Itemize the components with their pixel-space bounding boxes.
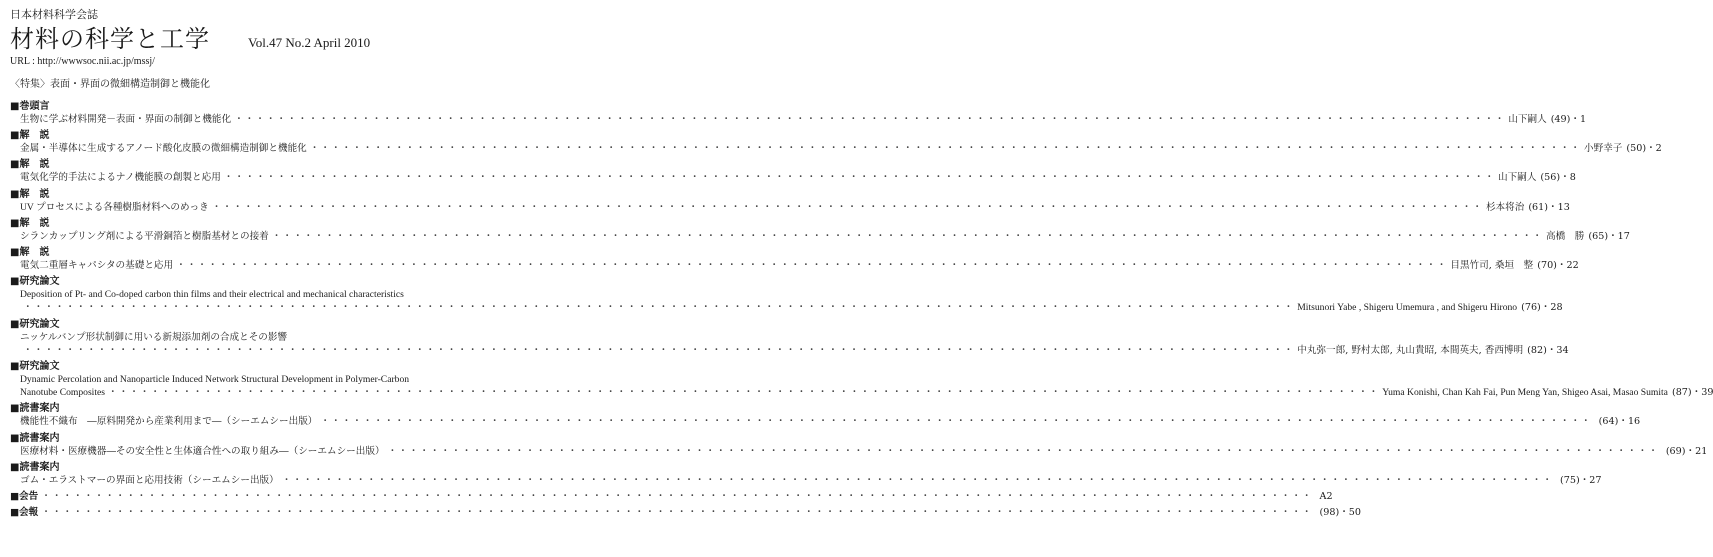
section-heading: ■解 説 xyxy=(10,247,50,259)
toc-section xyxy=(10,490,1333,503)
toc-section xyxy=(10,318,1569,357)
toc-entry[interactable] xyxy=(10,301,1563,314)
section-heading: ■解 説 xyxy=(10,217,50,229)
leader-dots: ・・・・・・・・・・・・・・・・・・・・・・・・・・・・・・・・・・・・・・・・・・・・・・・・・・・・・・・・・・・・・・・・・・・・・・・・・・・・・・・・・・・・・・・・・・・・・・・・・・・・・・・・・・・・・・・・・・・・・・・・ xyxy=(387,445,1659,457)
toc-entry[interactable] xyxy=(10,113,1587,126)
toc-entry[interactable] xyxy=(10,474,1602,487)
leader-dots: ・・・・・・・・・・・・・・・・・・・・・・・・・・・・・・・・・・・・・・・・・・・・・・・・・・・・・・・・・・・・・・・・・・・・・・・・・・・・・・・・・・・・・・・・・・・・・・・・・・・・・・・・・・・・・・・・・・・・・・・・ xyxy=(271,230,1544,242)
entry-title: 金属・半導体に生成するアノード酸化皮膜の微細構造制御と機能化 xyxy=(20,143,307,155)
section-heading: ■解 説 xyxy=(10,159,50,171)
entry-title: 電気二重層キャパシタの基礎と応用 xyxy=(20,260,174,272)
entry-page: (75)・27 xyxy=(1560,474,1602,486)
entry-title: 医療材料・医療機器―その安全性と生体適合性への取り組み―（シーエムシー出版） xyxy=(20,445,385,457)
journal-title: 材料の科学と工学 xyxy=(10,25,210,53)
entry-page: (82)・34 xyxy=(1527,344,1569,356)
leader-dots: ・・・・・・・・・・・・・・・・・・・・・・・・・・・・・・・・・・・・・・・・・・・・・・・・・・・・・・・・・・・・・・・・・・・・・・・・・・・・・・・・・・・・・・・・・・・・・・・・・・・・・・・・・・・・・・・・・・・・・・・・ xyxy=(41,491,1313,503)
entry-author: 杉本将治 xyxy=(1485,201,1525,213)
toc-section xyxy=(10,402,1641,428)
entry-author: Mitsunori Yabe , Shigeru Umemura , and Shigeru Hirono xyxy=(1297,302,1518,314)
entry-page: (65)・17 xyxy=(1588,230,1630,242)
volume-issue: Vol.47 No.2 April 2010 xyxy=(248,35,371,50)
toc-entry[interactable] xyxy=(10,506,1362,519)
section-heading: ■研究論文 xyxy=(10,361,60,373)
entry-page: (87)・39 xyxy=(1671,387,1713,399)
toc-entry[interactable] xyxy=(10,142,1662,155)
toc-entry[interactable] xyxy=(10,415,1641,428)
section-heading: ■研究論文 xyxy=(10,276,60,288)
journal-url[interactable]: URL : http://wwwsoc.nii.ac.jp/mssj/ xyxy=(10,56,155,67)
entry-author: 山下嗣人 xyxy=(1498,172,1537,184)
leader-dots: ・・・・・・・・・・・・・・・・・・・・・・・・・・・・・・・・・・・・・・・・・・・・・・・・・・・・・・・・・・・・・・・・・・・・・・・・・・・・・・・・・・・・・・・・・・・・・・・・・・・・・・・・・・・・・・・・・・・・・・・・ xyxy=(281,474,1553,486)
leader-dots: ・・・・・・・・・・・・・・・・・・・・・・・・・・・・・・・・・・・・・・・・・・・・・・・・・・・・・・・・・・・・・・・・・・・・・・・・・・・・・・・・・・・・・・・・・・・・・・・・・・・・・・・・・・・・・・・・・・・・・・・・ xyxy=(234,114,1506,125)
entry-page: (98)・50 xyxy=(1319,507,1362,519)
toc-section xyxy=(10,129,1662,155)
leader-dots: ・・・・・・・・・・・・・・・・・・・・・・・・・・・・・・・・・・・・・・・・・・・・・・・・・・・・・・・・・・・・・・・・・・・・・・・・・・・・・・・・・・・・・・・・・・・・・・・・・・・・・・・・・・・・・・・・・・・・・・・・ xyxy=(211,201,1483,213)
leader-dots: ・・・・・・・・・・・・・・・・・・・・・・・・・・・・・・・・・・・・・・・・・・・・・・・・・・・・・・・・・・・・・・・・・・・・・・・・・・・・・・・・・・・・・・・・・・・・・・・・・・・・・・・・・・・・・・・・・・・・・・・・ xyxy=(23,344,1295,356)
entry-author: 中丸弥一郎, 野村太郎, 丸山貴昭, 本間英夫, 香西博明 xyxy=(1297,344,1524,356)
toc-entry[interactable] xyxy=(10,230,1630,243)
section-heading: ■解 説 xyxy=(10,188,50,200)
entry-author: 小野幸子 xyxy=(1584,143,1623,155)
entry-title: 電気化学的手法によるナノ機能膜の創製と応用 xyxy=(20,172,221,184)
leader-dots: ・・・・・・・・・・・・・・・・・・・・・・・・・・・・・・・・・・・・・・・・・・・・・・・・・・・・・・・・・・・・・・・・・・・・・・・・・・・・・・・・・・・・・・・・・・・・・・・・・・・・・・・・・・・・・・・・・・・・・・・・ xyxy=(23,302,1295,314)
toc-entry[interactable] xyxy=(10,171,1576,184)
toc-entry[interactable] xyxy=(10,445,1708,458)
society-name: 日本材料科学会誌 xyxy=(10,8,98,21)
leader-dots: ・・・・・・・・・・・・・・・・・・・・・・・・・・・・・・・・・・・・・・・・・・・・・・・・・・・・・・・・・・・・・・・・・・・・・・・・・・・・・・・・・・・・・・・・・・・・・・・・・・・・・・・・・・・・・・・・・・・・・・・・ xyxy=(309,143,1582,155)
entry-author: Yuma Konishi, Chan Kah Fai, Pun Meng Yan, Shigeo Asai, Masao Sumita xyxy=(1382,387,1668,399)
entry-page: (70)・22 xyxy=(1537,260,1579,272)
entry-page: A2 xyxy=(1319,491,1333,503)
toc-section xyxy=(10,360,1713,399)
entry-page: (64)・16 xyxy=(1598,416,1641,428)
leader-dots: ・・・・・・・・・・・・・・・・・・・・・・・・・・・・・・・・・・・・・・・・・・・・・・・・・・・・・・・・・・・・・・・・・・・・・・・・・・・・・・・・・・・・・・・・・・・・・・・・・・・・・・・・・・・・・・・・・・・・・・・・ xyxy=(223,172,1496,184)
toc-entry[interactable] xyxy=(10,386,1713,399)
entry-title: 機能性不織布 ―原料開発から産業利用まで―（シーエムシー出版） xyxy=(20,416,318,428)
entry-author: 山下嗣人 xyxy=(1508,114,1547,125)
entry-page: (50)・2 xyxy=(1626,143,1662,155)
section-heading: ■解 説 xyxy=(10,130,50,142)
toc-entry[interactable] xyxy=(10,490,1333,503)
entry-author: 高橋 勝 xyxy=(1546,230,1585,242)
entry-title: UV プロセスによる各種樹脂材料へのめっき xyxy=(20,201,209,213)
toc-entry[interactable] xyxy=(10,344,1569,357)
table-of-contents xyxy=(10,100,1713,519)
toc-section xyxy=(10,158,1576,184)
section-heading: ■巻頭言 xyxy=(10,101,50,112)
entry-page: (61)・13 xyxy=(1528,201,1570,213)
section-heading: ■読書案内 xyxy=(10,403,60,415)
section-heading: ■読書案内 xyxy=(10,432,60,444)
toc-section xyxy=(10,246,1579,272)
entry-title-line[interactable]: Dynamic Percolation and Nanoparticle Induced Network Structural Development in Polymer-Carbon xyxy=(20,374,410,386)
toc-section xyxy=(10,432,1708,458)
toc-section xyxy=(10,461,1602,487)
leader-dots: ・・・・・・・・・・・・・・・・・・・・・・・・・・・・・・・・・・・・・・・・・・・・・・・・・・・・・・・・・・・・・・・・・・・・・・・・・・・・・・・・・・・・・・・・・・・・・・・・・・・・・・・・・・・・・・・・・・・・・・・・ xyxy=(108,387,1380,399)
entry-page: (56)・8 xyxy=(1540,172,1576,184)
entry-title-line[interactable]: Deposition of Pt- and Co-doped carbon thin films and their electrical and mechanical characteristics xyxy=(20,289,404,301)
toc-entry[interactable] xyxy=(10,259,1579,272)
special-issue-title: 〈特集〉表面・界面の微細構造制御と機能化 xyxy=(10,79,210,90)
entry-title: ■会告 xyxy=(10,491,39,503)
masthead xyxy=(10,24,515,54)
toc-section xyxy=(10,188,1570,214)
entry-title-line[interactable]: ニッケルバンプ形状制御に用いる新規添加剤の合成とその影響 xyxy=(20,331,288,343)
entry-title: 生物に学ぶ材料開発－表面・界面の制御と機能化 xyxy=(20,114,232,125)
toc-entry[interactable] xyxy=(10,201,1570,214)
entry-page: (76)・28 xyxy=(1521,302,1563,314)
entry-page: (69)・21 xyxy=(1665,445,1708,457)
toc-section xyxy=(10,506,1362,519)
entry-title: ■会報 xyxy=(10,507,39,519)
toc-section xyxy=(10,100,1587,126)
entry-title: シランカップリング剤による平滑銅箔と樹脂基材との接着 xyxy=(20,230,269,242)
leader-dots: ・・・・・・・・・・・・・・・・・・・・・・・・・・・・・・・・・・・・・・・・・・・・・・・・・・・・・・・・・・・・・・・・・・・・・・・・・・・・・・・・・・・・・・・・・・・・・・・・・・・・・・・・・・・・・・・・・・・・・・・・ xyxy=(176,260,1448,272)
leader-dots: ・・・・・・・・・・・・・・・・・・・・・・・・・・・・・・・・・・・・・・・・・・・・・・・・・・・・・・・・・・・・・・・・・・・・・・・・・・・・・・・・・・・・・・・・・・・・・・・・・・・・・・・・・・・・・・・・・・・・・・・・ xyxy=(320,416,1592,428)
entry-title: ゴム・エラストマーの界面と応用技術（シーエムシー出版） xyxy=(20,474,279,486)
entry-author: 目黒竹司, 桑垣 整 xyxy=(1450,260,1534,272)
section-heading: ■読書案内 xyxy=(10,461,60,473)
leader-dots: ・・・・・・・・・・・・・・・・・・・・・・・・・・・・・・・・・・・・・・・・・・・・・・・・・・・・・・・・・・・・・・・・・・・・・・・・・・・・・・・・・・・・・・・・・・・・・・・・・・・・・・・・・・・・・・・・・・・・・・・・ xyxy=(41,507,1313,519)
section-heading: ■研究論文 xyxy=(10,318,60,330)
entry-title: Nanotube Composites xyxy=(20,387,106,399)
toc-section xyxy=(10,275,1563,314)
toc-section xyxy=(10,217,1630,243)
entry-page: (49)・1 xyxy=(1550,114,1587,125)
